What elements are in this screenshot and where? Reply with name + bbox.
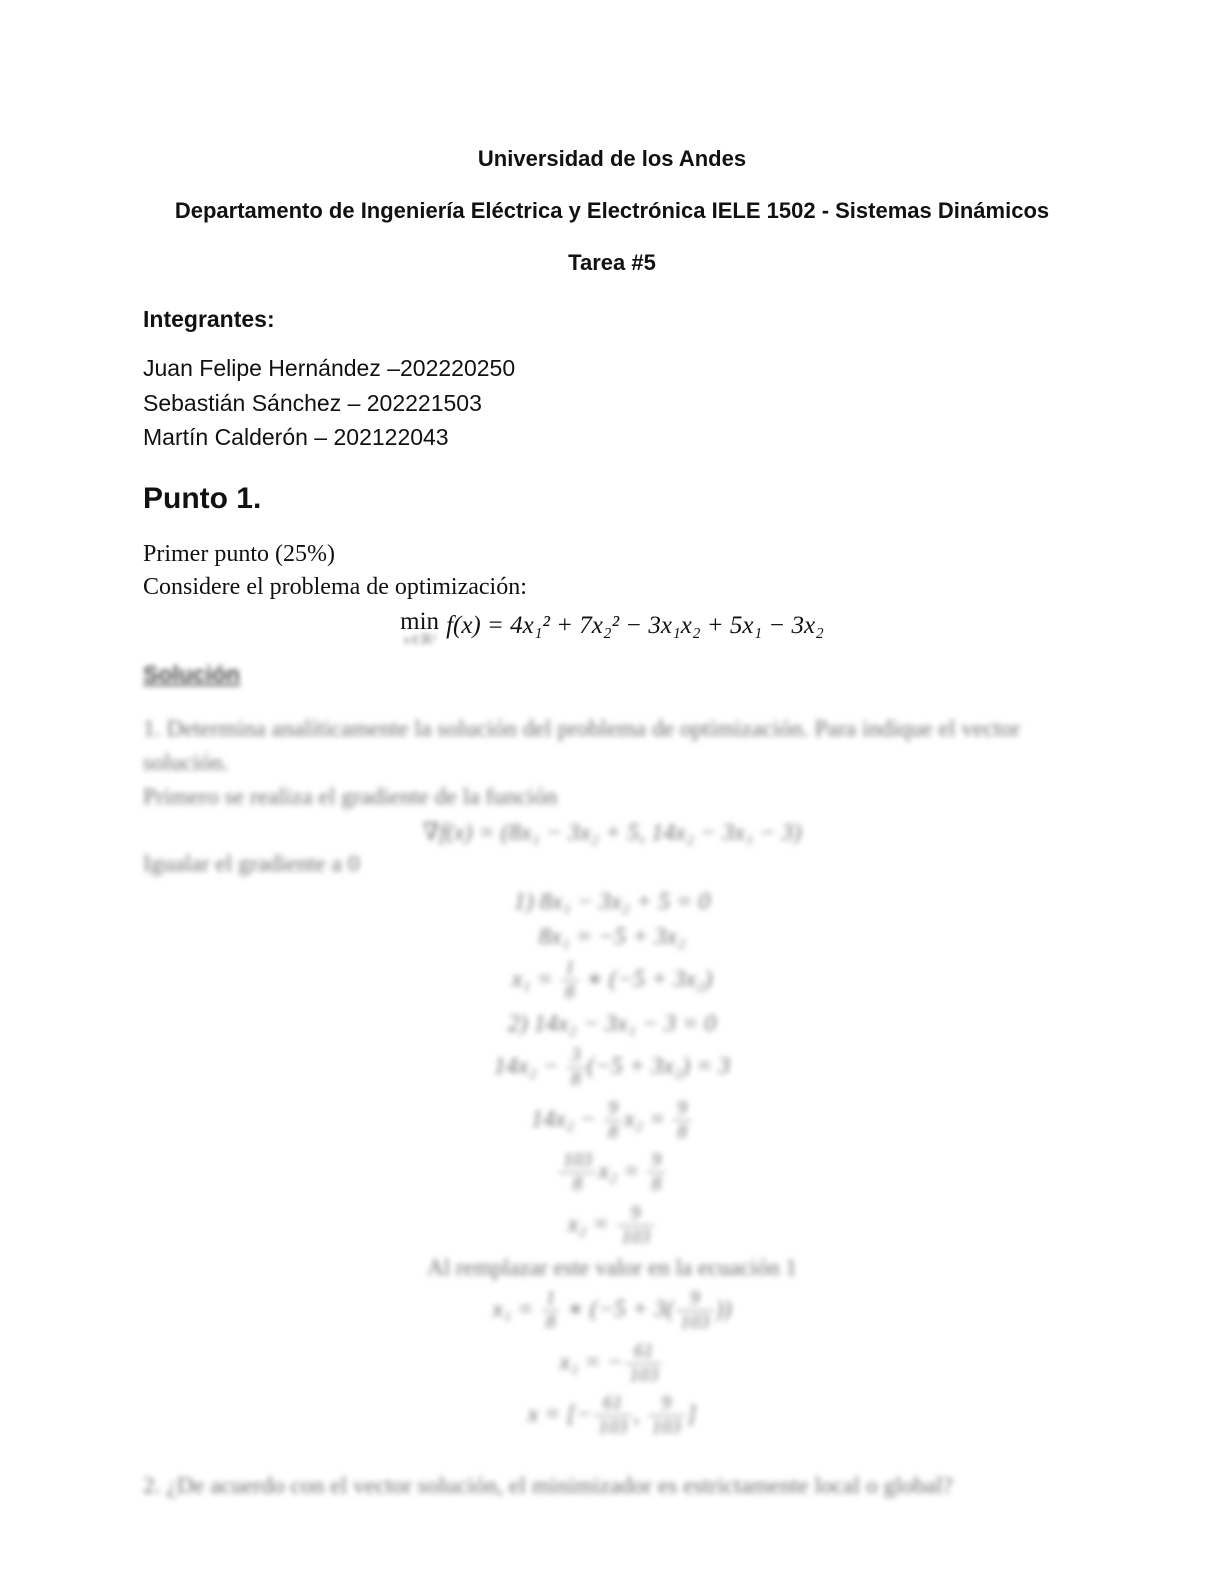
member-name: Juan Felipe Hernández –202220250 (143, 355, 516, 381)
min-constraint: x∈ℝ² (403, 632, 437, 648)
equation-line: x₂ = $\frac{9}{103}$ (143, 1203, 1081, 1249)
substitution-note: Al remplazar este valor en la ecuación 1 (427, 1255, 797, 1280)
member-name: Sebastián Sánchez – 202221503 (143, 389, 482, 416)
equation-line: 8x₁ = −5 + 3x₂ (538, 923, 686, 950)
members-list (143, 351, 1081, 455)
doc-assignment-title: Tarea #5 (568, 250, 656, 275)
punto-1-heading: Punto 1. (143, 481, 262, 515)
solution-heading: Solución (143, 660, 241, 687)
doc-subtitle: Departamento de Ingeniería Eléctrica y Electrónica IELE 1502 - Sistemas Dinámicos (174, 198, 1050, 223)
equation-line: x₁ = $\frac{1}{8}$ ∗ (−5 + 3x₂) (511, 956, 713, 1003)
question-1-text: 1. Determina analíticamente la solución del problema de optimización. Para indique el vector solución. (143, 715, 1021, 776)
equation-line: x₁ = $\frac{1}{8}$ ∗ (−5 + 3( $\frac{9}{103}$ )) (492, 1287, 732, 1334)
objective-function-formula (143, 608, 1081, 647)
member-name: Martín Calderón – 202122043 (143, 424, 449, 450)
doc-title: Universidad de los Andes (477, 146, 747, 171)
set-gradient-zero-text: Igualar el gradiente a 0 (143, 850, 360, 877)
question-2-text: 2. ¿De acuerdo con el vector solución, el minimizador es estrictamente local o global? (143, 1472, 953, 1499)
solution-section-blurred (143, 647, 1081, 1503)
derivation-equations (143, 888, 1081, 1439)
equation-line: $\frac{103}{8}$ x₂ = $\frac{9}{8}$ (143, 1150, 1081, 1196)
equation-line: 14x₂ − $\frac{9}{8}$ x₂ = $\frac{9}{8}$ (143, 1098, 1081, 1144)
equation-line: x₁ = − $\frac{61}{103}$ (143, 1341, 1081, 1387)
equation-line: 1) 8x₁ − 3x₂ + 5 = 0 (513, 888, 711, 915)
gradient-intro-text: Primero se realiza el gradiente de la función (143, 783, 558, 810)
members-heading: Integrantes: (143, 306, 275, 332)
problem-intro (143, 538, 1081, 604)
equation-line: 2) 14x₂ − 3x₁ − 3 = 0 (507, 1011, 717, 1037)
min-operator-group (400, 608, 439, 647)
min-operator: min (400, 607, 440, 635)
equation-line: 14x₂ − $\frac{3}{8}$ (−5 + 3x₂) = 3 (493, 1044, 731, 1091)
objective-expression: f(x) = 4x₁² + 7x₂² − 3x₁x₂ + 5x₁ − 3x₂ (446, 611, 824, 639)
intro-line-1: Primer punto (25%) (143, 540, 335, 567)
intro-line-2: Considere el problema de optimización: (143, 573, 527, 600)
gradient-equation: ∇f(x) = (8x₁ − 3x₂ + 5, 14x₂ − 3x₁ − 3) (422, 819, 802, 846)
equation-line: x = [− $\frac{61}{103}$ , $\frac{9}{103}$ ] (527, 1392, 697, 1439)
